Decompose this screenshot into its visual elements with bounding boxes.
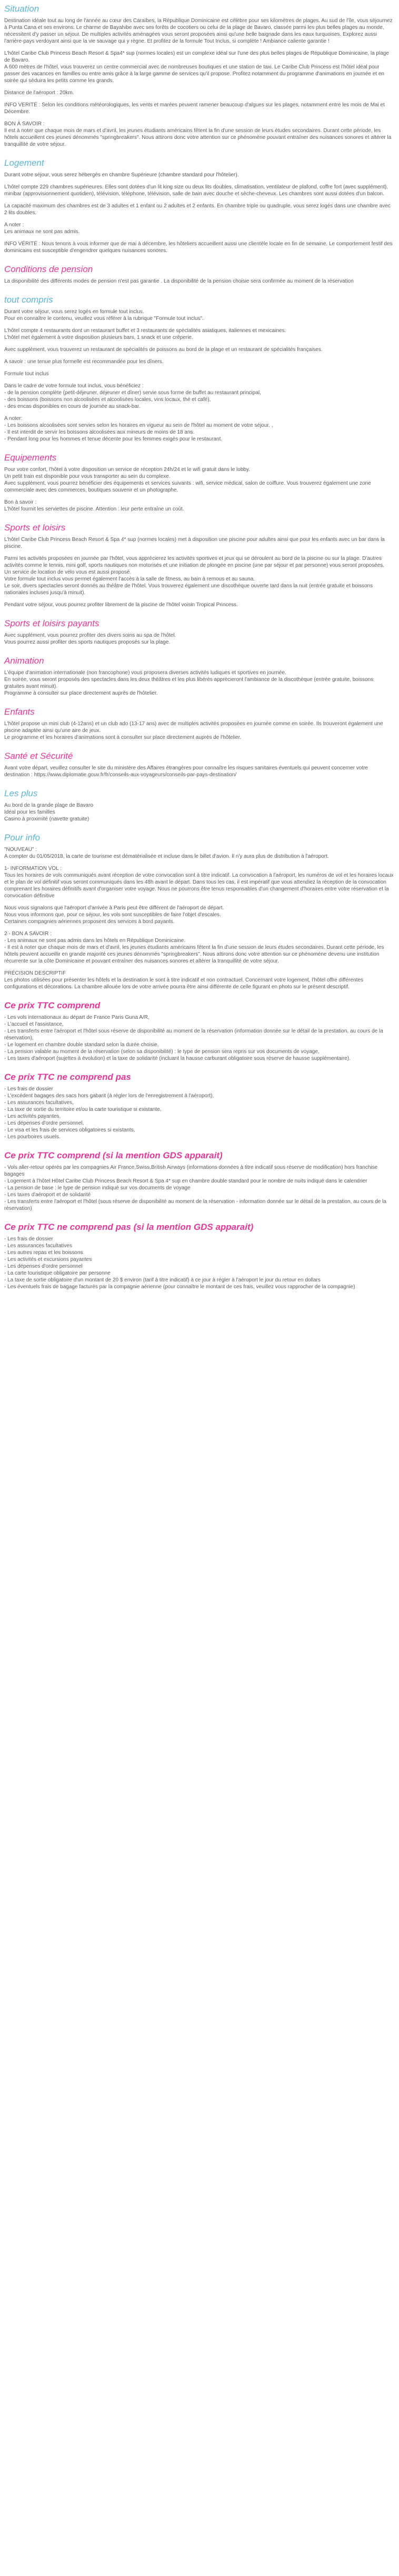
section-paragraph: Au bord de la grande plage de Bavaro Idéal pour les familles Casino à proximité (navette gratuite) bbox=[4, 803, 94, 822]
section-paragraph: BON À SAVOIR : Il est à noter que chaque mois de mars et d'avril, les jeunes étudiants américains fêtent la fin d'une session de leurs études secondaires. Durant cette période, les hôtels accueillent ces jeunes dénommés "springbreakers". Nous attirons donc votre attention sur ce phénomène pouvant entraîner des nuisances sonores et altérer la tranquillité de votre séjour. bbox=[4, 121, 392, 147]
section-paragraph: PRÉCISION DESCRIPTIF Les photos utilisées pour présenter les hôtels et la destination le sont à titre indicatif et non contractuel. Concernant votre logement, l'hôtel offre différentes configurations et décorations. La chambre allouée lors de votre arrivée pourra être ainsi différente de celle figurant en photo sur le présent descriptif. bbox=[4, 970, 363, 990]
section-heading: Enfants bbox=[4, 707, 35, 717]
section-paragraph: La capacité maximum des chambres est de 3 adultes et 1 enfant ou 2 adultes et 2 enfants. En chambre triple ou quadruple, vous serez logés dans une chambre avec 2 lits doubles. bbox=[4, 203, 391, 216]
section-paragraph: "NOUVEAU" : A compter du 01/05/2018, la carte de tourisme est dématérialisée et incluse dans le billet d'avion. Il n'y aura plus de distribution à l'aéroport. bbox=[4, 847, 329, 859]
section-paragraph: Pour votre confort, l'hôtel à votre disposition un service de réception 24h/24 et le wifi gratuit dans le lobby. Un petit train est disponible pour vous transporter au sein du complexe. Avec supplément, vous pourrez bénéficier des équipements et services suivants : wifi, service médical, salon de coiffure. Vous trouverez également une zone commerciale avec des commerces, boutiques souvenir et un photographe. bbox=[4, 467, 371, 493]
section-paragraph: 2 - BON A SAVOIR : - Les animaux ne sont pas admis dans les hôtels en République Dominicaine. - Il est à noter que chaque mois de mars et d'avril, les jeunes étudiants américains fêtent la fin d'une session de leurs études secondaires. Durant cette période, les hôtels peuvent accueillir en grande majorité ces jeunes dénommés "springbreakers". Nous attirons donc votre attention sur ce phénomène devenu une institution récurrente sur la côte Dominicaine et pouvant entraîner des nuisances sonores et altérer la tranquillité de votre séjour. bbox=[4, 931, 384, 964]
section-heading: Les plus bbox=[4, 788, 38, 798]
section-paragraph: A noter : Les animaux ne sont pas admis. bbox=[4, 222, 80, 235]
section-paragraph: Durant votre séjour, vous serez hébergés en chambre Supérieure (chambre standard pour l'hôtelier). bbox=[4, 172, 239, 178]
section-paragraph: A noter: - Les boissons alcoolisées sont servies selon les horaires en vigueur au sein de l'hôtel au moment de votre séjour. , - Il est interdit de servir les boissons alcoolisées aux mineurs de moins de 18 ans. - Pendant long pour les hommes et tenue décente pour les femmes exigés pour le restaurant. bbox=[4, 416, 273, 442]
section-enfants bbox=[4, 706, 395, 741]
section-heading: Ce prix TTC comprend bbox=[4, 1000, 101, 1010]
section-heading: Ce prix TTC ne comprend pas bbox=[4, 1072, 131, 1082]
section-paragraph: Parmi les activités proposées en journée par l'hôtel, vous apprécierez les activités sportives et jeux qui se déroulent au bord de la piscine ou sur la plage. D'autres activités comme le tennis, mini golf, sports nautiques non motorisés et une initiation de plongée en piscine (une par séjour et par personne) vous seront proposées. Un service de location de vélo vous est aussi proposé. Votre formule tout inclus vous permet également l'accès à la salle de fitness, au bain à remous et au sauna. Le soir, divers spectacles seront donnés au théâtre de l'hôtel. Vous trouverez également une discothèque ouverte tard dans la nuit (entrée gratuite et boissons nationales incluses jusqu'à minuit). bbox=[4, 556, 385, 596]
section-equipements bbox=[4, 452, 395, 513]
section-animation bbox=[4, 655, 395, 697]
section-paragraph: Formule tout inclus bbox=[4, 371, 49, 377]
sections-container bbox=[4, 3, 395, 1290]
section-paragraph: - Les frais de dossier - L'excédent bagages des sacs hors gabarit (à régler lors de l'enregistrement à l'aéroport), - Les assurances facultatives, - La taxe de sortie du territoire et/ou la carte touristique si existante, - Les activités payantes, - Les dépenses d'ordre personnel, - Le visa et les frais de services obligatoires si existants, - Les pourboires usuels. bbox=[4, 1086, 214, 1140]
section-paragraph: Pendant votre séjour, vous pourrez profiter librement de la piscine de l'hôtel voisin Tropical Princess. bbox=[4, 602, 238, 608]
section-paragraph: Destination idéale tout au long de l'année au cœur des Caraïbes, la République Dominicaine est célèbre pour ses kilomètres de plages. Au sud de l'île, vous séjournez à Punta Cana et ses environs. Le charme de Bayahibe avec ses forêts de cocotiers ou celui de la plage de Bavaro, classée parmi les plus belles plages au monde, nécessitent d'y passer un séjour. De multiples activités aménagées vous seront proposées ainsi qu'une belle baignade dans les eaux turquoises. Explorez aussi l'arrière-pays verdoyant ainsi que la vie sauvage qui y règne. Et profitez de la formule Tout Inclus, si complète ! Ambiance caliente garantie ! bbox=[4, 18, 393, 44]
section-ce-prix-ttc-comprend bbox=[4, 1000, 395, 1062]
section-heading: Sports et loisirs payants bbox=[4, 618, 99, 628]
section-paragraph: - Vols aller-retour opérés par les compagnies Air France,Swiss,British Airways (informations données à titre indicatif sous réserve de modification) hors franchise bagages - Logement à l'hôtel Hôtel Caribe Club Princess Beach Resort & Spa 4* sup en chambre double standard pour le nombre de nuits indiqué dans le calendrier - La pension de base : le type de pension indiqué sur vos documents de voyage - Les taxes d'aéroport et de solidarité - Les transferts entre l'aéroport et l'hôtel (sous réserve de disponibilité au moment de la réservation - information donnée sur le détail de la prestation, au cours de la réservation) bbox=[4, 1165, 386, 1211]
section-sports-et-loisirs bbox=[4, 522, 395, 608]
section-paragraph: L'hôtel compte 4 restaurants dont un restaurant buffet et 3 restaurants de spécialités asiatiques, italiennes et mexicaines. L'hôtel met également à votre disposition plusieurs bars, 1 snack et une crêperie. bbox=[4, 328, 286, 340]
section-pour-info bbox=[4, 832, 395, 990]
section-paragraph: Distance de l'aéroport : 20km. bbox=[4, 90, 74, 96]
section-sports-et-loisirs-payants bbox=[4, 618, 395, 646]
section-heading: Conditions de pension bbox=[4, 264, 93, 274]
section-paragraph: L'hôtel propose un mini club (4-12ans) et un club ado (13-17 ans) avec de multiples activités proposées en journée comme en soirée. Ils trouveront également une piscine adaptée ainsi qu'une aire de jeux. Le programme et les horaires d'animations sont à consulter sur place directement auprès de l'hôtelier. bbox=[4, 721, 383, 740]
section-heading: Animation bbox=[4, 656, 44, 666]
section-les-plus bbox=[4, 788, 395, 823]
section-heading: Logement bbox=[4, 158, 44, 168]
section-heading: Santé et Sécurité bbox=[4, 751, 73, 761]
section-ce-prix-ttc-ne-comprend-pas bbox=[4, 1071, 395, 1140]
section-heading: Situation bbox=[4, 4, 39, 14]
section-heading: Sports et loisirs bbox=[4, 523, 66, 533]
section-paragraph: Avec supplément, vous trouverez un restaurant de spécialités de poissons au bord de la plage et un restaurant de spécialités françaises. bbox=[4, 347, 323, 353]
section-tout-compris bbox=[4, 294, 395, 443]
section-heading: Pour info bbox=[4, 833, 41, 843]
section-paragraph: Avant votre départ, veuillez consulter le site du ministère des Affaires étrangères pour connaître les risques sanitaires éventuels qui peuvent concerner votre destination : https://www.diplomatie.gouv.fr/fr/conseils-aux-voyageurs/conseils-par-pays-destination/ bbox=[4, 765, 368, 778]
section-paragraph: - Les vols internationaux au départ de France Paris Guna A/R, - L'accueil et l'assistance, - Les transferts entre l'aéroport et l'hôtel sous réserve de disponibilité au moment de la réservation (information donnée sur le détail de la prestation, au cours de la réservation), - Le logement en chambre double standard selon la durée choisie, - La pension valable au moment de la réservation (selon sa disponibilité) : le type de pension sera repris sur vos documents de voyage, - Les taxes d'aéroport (sujettes à évolution) et la taxe de solidarité (incluant la hausse carburant obligatoire sous réserve de hausse supplémentaire). bbox=[4, 1015, 383, 1061]
section-heading: Equipements bbox=[4, 453, 57, 463]
section-heading: Ce prix TTC ne comprend pas (si la mention GDS apparait) bbox=[4, 1222, 254, 1232]
section-paragraph: L'hôtel Caribe Club Princess Beach Resort & Spa4* sup (normes locales) est un complexe idéal sur l'une des plus belles plages de République Dominicaine, la plage de Bavaro. A 600 mètres de l'hôtel, vous trouverez un centre commercial avec de nombreuses boutiques et une station de taxi. Le Caribe Club Princess est l'hôtel idéal pour passer des vacances en familles ou entre amis grâce à la large gamme de services qu'il propose. Profitez notamment du programme d'animations en journée et en soirée qui séduira les petits comme les grands. bbox=[4, 51, 389, 84]
section-paragraph: A savoir : une tenue plus formelle est recommandée pour les dîners. bbox=[4, 359, 164, 365]
section-paragraph: La disponibilité des différents modes de pension n'est pas garantie . La disponibilité de la pension choisie sera confirmée au moment de la réservation bbox=[4, 278, 354, 284]
section-paragraph: 1- INFORMATION VOL : Tous les horaires de vols communiqués avant réception de votre convocation sont à titre indicatif. La convocation à l'aéroport, les numéros de vol et les horaires locaux et le plan de vol définitif vous seront communiqués dans les 48h avant le départ. Dans tous les cas, il est impératif que vous attendiez la réception de la convocation comprenant les horaires définitifs avant d'organiser votre voyage. Nous ne pourrons être tenus responsables d'un changement d'horaires entre votre réservation et la convocation définitive bbox=[4, 866, 394, 899]
section-situation bbox=[4, 3, 395, 148]
section-ce-prix-ttc-comprend-si-la-mention-gds-apparait bbox=[4, 1150, 395, 1212]
section-paragraph: - Les frais de dossier - Les assurances facultatives - Les autres repas et les boissons - Les activités et excursions payantes - Les dépenses d'ordre personnel - La carte touristique obligatoire par personne - La taxe de sortie obligatoire d'un montant de 20 $ environ (tarif à titre indicatif) à ce jour à régler à l'aéroport le jour du retour en dollars - Les éventuels frais de bagage facturés par la compagnie aérienne (pour connaître le montant de ces frais, veuillez vous rapprocher de la compagnie) bbox=[4, 1236, 355, 1290]
section-ce-prix-ttc-ne-comprend-pas-si-la-mention-gds-apparait bbox=[4, 1221, 395, 1290]
section-paragraph: L'hôtel Caribe Club Princess Beach Resort & Spa 4* sup (normes locales) met à disposition une piscine pour adultes ainsi que pour les enfants avec un bar dans la piscine. bbox=[4, 537, 385, 549]
section-sant-et-s-curit bbox=[4, 750, 395, 778]
section-paragraph: Dans le cadre de votre formule tout inclus, vous bénéficiez : - de la pension complète (petit-déjeuner, déjeuner et dîner) servie sous forme de buffet au restaurant principal. - des boissons (boissons non alcoolisées et alcoolisées locales, vins locaux, thé et café), - des encas disponibles en cours de journée au snack-bar. bbox=[4, 383, 261, 409]
section-paragraph: INFO VÉRITÉ : Nous tenons à vous informer que de mai à décembre, les hôteliers accueillent aussi une clientèle locale en fin de semaine. Le comportement festif des dominicains est susceptible d'engendrer quelques nuisances sonores. bbox=[4, 241, 393, 254]
section-paragraph: Avec supplément, vous pourrez profiter des divers soins au spa de l'hôtel. Vous pourrez aussi profiter des sports nautiques proposés sur la plage. bbox=[4, 633, 176, 645]
section-paragraph: Durant votre séjour, vous serez logés en formule tout inclus. Pour en connaître le contenu, veuillez vous référer à la rubrique "Formule tout inclus". bbox=[4, 309, 204, 322]
section-conditions-de-pension bbox=[4, 264, 395, 285]
section-paragraph: Bon à savoir : L'hôtel fournit les serviettes de piscine. Attention : leur perte entraîne un coût. bbox=[4, 499, 184, 512]
section-paragraph: L'hôtel compte 229 chambres supérieures. Elles sont dotées d'un lit king size ou deux lits doubles, climatisation, ventilateur de plafond, coffre fort (avec supplément), minibar (approvisionnement quotidien), télévision, téléphone, télévision, salle de bain avec douche et sèche-cheveux. Les chambres sont aussi dotées d'un balcon. bbox=[4, 184, 388, 197]
section-paragraph: L'équipe d'animation internationale (non francophone) vous proposera diverses activités ludiques et sportives en journée. En soirée, vous seront proposés des spectacles dans les deux théâtres et les plus libérés apprécieront l'ambiance de la discothèque (entrée gratuite, boissons gratuites avant minuit). Programme à consulter sur place directement auprès de l'hôtelier. bbox=[4, 670, 374, 696]
section-logement bbox=[4, 157, 395, 254]
section-paragraph: INFO VERITÉ : Selon les conditions météorologiques, les vents et marées peuvent ramener beaucoup d'algues sur les plages, notamment entre les mois de Mai et Décembre. bbox=[4, 102, 385, 115]
section-heading: tout compris bbox=[4, 295, 53, 305]
section-heading: Ce prix TTC comprend (si la mention GDS apparait) bbox=[4, 1150, 223, 1160]
section-paragraph: Nous vous signalons que l'aéroport d'arrivée à Paris peut être différent de l'aéroport de départ. Nous vous informons que, pour ce séjour, les vols sont susceptibles de faire l'objet d'escales. Certaines compagnies aériennes proposent des services à bord payants. bbox=[4, 905, 224, 925]
